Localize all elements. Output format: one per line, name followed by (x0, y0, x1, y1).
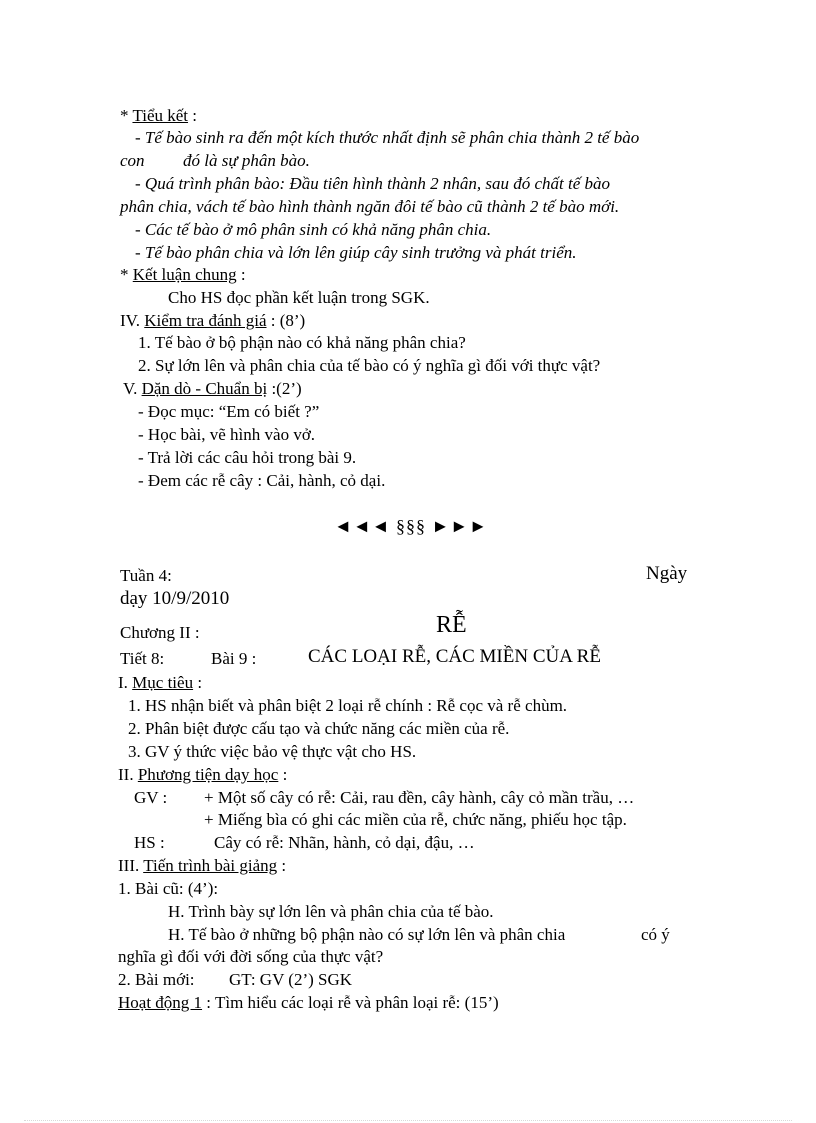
lesson-title: CÁC LOẠI RỄ, CÁC MIỀN CỦA RỄ (308, 646, 601, 667)
tien-trinh-heading: Tiến trình bài giảng (143, 856, 278, 875)
ket-luan-heading: Kết luận chung (132, 265, 237, 284)
student-material-1: Cây có rễ: Nhãn, hành, cỏ dại, đậu, … (214, 833, 475, 852)
section-separator: ◄◄◄ §§§ ►►► (334, 516, 488, 536)
tieu-ket-line-5: - Các tế bào ở mô phân sinh có khả năng phân chia. (135, 220, 492, 239)
student-label: HS : (134, 833, 165, 852)
kiem-tra-heading-line: IV. Kiểm tra đánh giá : (8’) (120, 311, 306, 330)
muc-tieu-item-1: 1. HS nhận biết và phân biệt 2 loại rễ chính : Rễ cọc và rễ chùm. (128, 696, 568, 715)
ket-luan-heading-line: * Kết luận chung : (120, 265, 246, 284)
activity-1-line: Hoạt động 1 : Tìm hiểu các loại rễ và phân loại rễ: (15’) (118, 993, 499, 1012)
dan-do-item-1: - Đọc mục: “Em có biết ?” (138, 402, 320, 421)
activity-1-heading: Hoạt động 1 (118, 993, 203, 1012)
kiem-tra-question-2: 2. Sự lớn lên và phân chia của tế bào có ý nghĩa gì đối với thực vật? (138, 356, 601, 375)
kiem-tra-question-1: 1. Tế bào ở bộ phận nào có khả năng phân chia? (138, 333, 466, 352)
teacher-material-2: + Miếng bìa có ghi các miền của rễ, chức năng, phiếu học tập. (204, 810, 627, 829)
teaching-date: dạy 10/9/2010 (120, 588, 230, 609)
tieu-ket-line-6: - Tế bào phân chia và lớn lên giúp cây sinh trưởng và phát triển. (135, 243, 577, 262)
dan-do-item-4: - Đem các rễ cây : Cải, hành, cỏ dại. (138, 471, 386, 490)
old-lesson-label: 1. Bài cũ: (4’): (118, 879, 219, 898)
date-label: Ngày (646, 563, 688, 584)
muc-tieu-item-2: 2. Phân biệt được cấu tạo và chức năng các miền của rễ. (128, 719, 510, 738)
tieu-ket-line-2a: con (120, 151, 145, 170)
teacher-material-1: + Một số cây có rễ: Cải, rau đền, cây hành, cây cỏ mần trầu, … (204, 788, 635, 807)
old-lesson-question-2a: H. Tế bào ở những bộ phận nào có sự lớn lên và phân chia (168, 925, 566, 944)
old-lesson-question-2b: có ý (641, 925, 670, 944)
dan-do-heading: Dặn dò - Chuẩn bị (141, 379, 268, 398)
week-label: Tuần 4: (120, 566, 172, 585)
tien-trinh-heading-line: III. Tiến trình bài giảng : (118, 856, 287, 875)
dan-do-item-3: - Trả lời các câu hỏi trong bài 9. (138, 448, 357, 467)
old-lesson-question-1: H. Trình bày sự lớn lên và phân chia của tế bào. (168, 902, 494, 921)
old-lesson-question-2c: nghĩa gì đối với đời sống của thực vật? (118, 947, 384, 966)
muc-tieu-item-3: 3. GV ý thức việc bảo vệ thực vật cho HS. (128, 742, 417, 761)
ket-luan-line-1: Cho HS đọc phần kết luận trong SGK. (168, 288, 430, 307)
dan-do-heading-line: V. Dặn dò - Chuẩn bị :(2’) (123, 379, 302, 398)
tieu-ket-line-3: - Quá trình phân bào: Đầu tiên hình thành 2 nhân, sau đó chất tế bào (135, 174, 611, 193)
tieu-ket-line-2b: đó là sự phân bào. (183, 151, 310, 170)
muc-tieu-heading: Mục tiêu (132, 673, 194, 692)
phuong-tien-heading-line: II. Phương tiện dạy học : (118, 765, 288, 784)
tieu-ket-heading: Tiểu kết (132, 106, 189, 125)
lesson-number: Bài 9 : (211, 649, 257, 668)
tieu-ket-line-1: - Tế bào sinh ra đến một kích thước nhất định sẽ phân chia thành 2 tế bào (135, 128, 640, 147)
chapter-title: RỄ (436, 612, 467, 638)
phuong-tien-heading: Phương tiện dạy học (137, 765, 279, 784)
muc-tieu-heading-line: I. Mục tiêu : (118, 673, 203, 692)
dan-do-item-2: - Học bài, vẽ hình vào vở. (138, 425, 316, 444)
period-label: Tiết 8: (120, 649, 165, 668)
tieu-ket-heading-line: * Tiểu kết : (120, 106, 198, 125)
new-lesson-intro: GT: GV (2’) SGK (229, 970, 353, 989)
tieu-ket-line-4: phân chia, vách tế bào hình thành ngăn đôi tế bào cũ thành 2 tế bào mới. (120, 197, 620, 216)
new-lesson-label: 2. Bài mới: (118, 970, 195, 989)
chapter-label: Chương II : (120, 623, 200, 642)
teacher-label: GV : (134, 788, 168, 807)
page-bottom-border (24, 1120, 792, 1121)
kiem-tra-heading: Kiểm tra đánh giá (144, 311, 267, 330)
